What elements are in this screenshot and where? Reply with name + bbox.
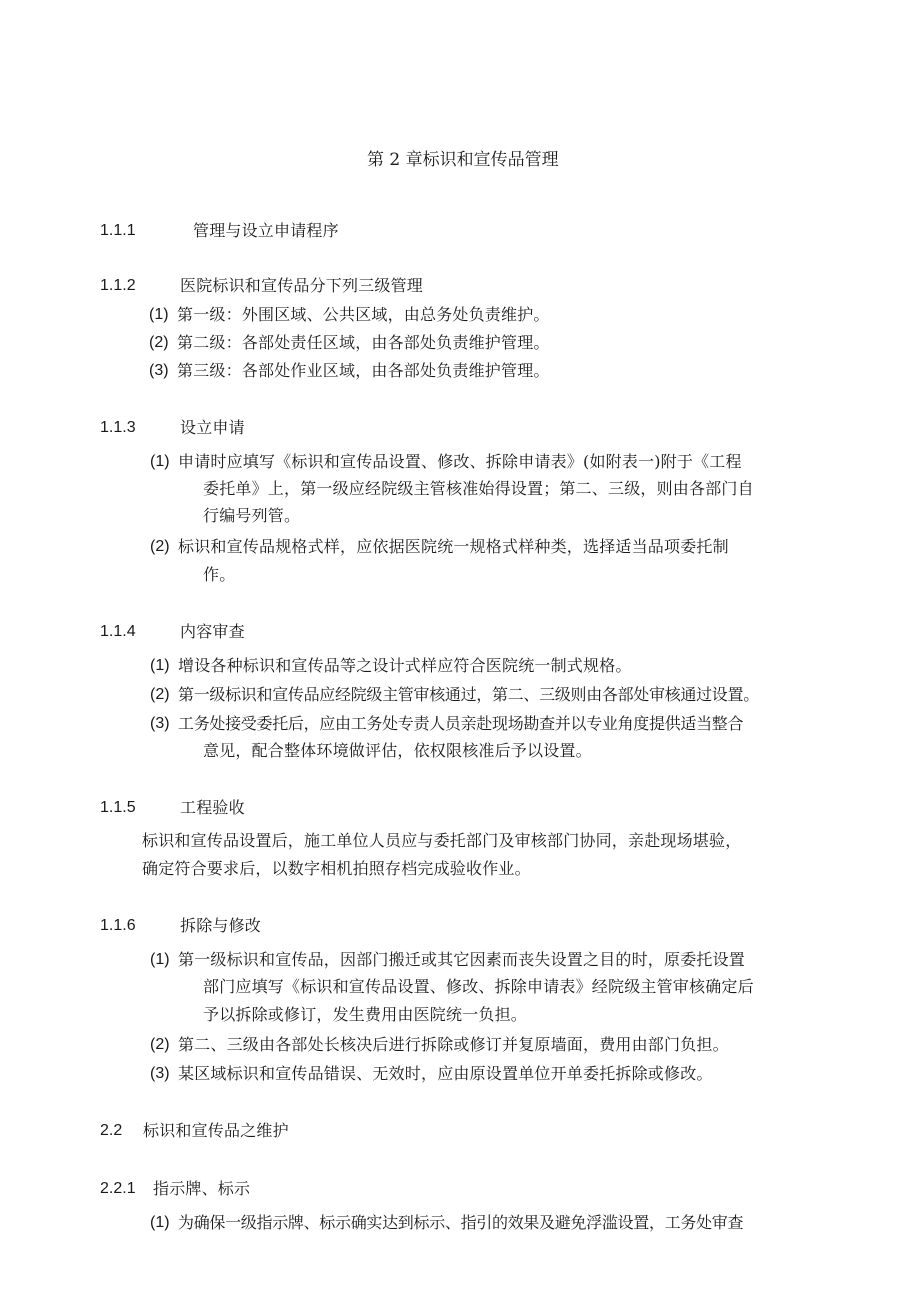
item-text: 第一级标识和宣传品应经院级主管审核通过，第二、三级则由各部处审核通过设置。 <box>178 685 759 704</box>
item-text: 第三级：各部处作业区域，由各部处负责维护管理。 <box>177 361 550 380</box>
paragraph-line: 确定符合要求后，以数字相机拍照存档完成验收作业。 <box>142 859 531 878</box>
item-text: 第一级标识和宣传品，因部门搬迁或其它因素而丧失设置之目的时，原委托设置 <box>178 950 746 969</box>
item-marker: (3) <box>150 715 170 732</box>
section-number: 1.1.4 <box>100 623 136 640</box>
item-marker: (3) <box>150 1065 170 1082</box>
item-text-continued: 作。 <box>203 565 236 584</box>
item-marker: (2) <box>150 1036 170 1053</box>
item-text-continued: 意见，配合整体环境做评估，依权限核准后予以设置。 <box>203 741 592 760</box>
section-number: 2.2.1 <box>100 1180 136 1197</box>
section-heading: 工程验收 <box>180 798 245 817</box>
section-heading: 指示牌、标示 <box>153 1179 251 1198</box>
item-text: 第二级：各部处责任区域，由各部处负责维护管理。 <box>177 333 550 352</box>
section-number: 1.1.3 <box>100 419 136 436</box>
item-marker: (3) <box>149 362 169 379</box>
section-number: 1.1.5 <box>100 799 136 816</box>
item-text-continued: 行编号列管。 <box>203 506 301 525</box>
item-marker: (1) <box>150 453 170 470</box>
item-text-continued: 部门应填写《标识和宣传品设置、修改、拆除申请表》经院级主管审核确定后 <box>203 977 754 996</box>
item-text: 为确保一级指示牌、标示确实达到标示、指引的效果及避免浮滥设置，工务处审查 <box>178 1213 744 1232</box>
item-marker: (2) <box>150 538 170 555</box>
section-number: 1.1.1 <box>100 222 136 239</box>
item-text: 工务处接受委托后，应由工务处专责人员亲赴现场勘查并以专业角度提供适当整合 <box>178 714 744 733</box>
section-number: 1.1.6 <box>100 917 136 934</box>
item-marker: (1) <box>150 1214 170 1231</box>
section-heading: 医院标识和宣传品分下列三级管理 <box>180 276 424 295</box>
item-text: 申请时应填写《标识和宣传品设置、修改、拆除申请表》(如附表一)附于《工程 <box>178 452 742 471</box>
section-number: 2.2 <box>100 1122 123 1139</box>
item-text: 第一级：外围区域、公共区域，由总务处负责维护。 <box>177 305 550 324</box>
item-text: 第二、三级由各部处长核决后进行拆除或修订并复原墙面，费用由部门负担。 <box>178 1035 729 1054</box>
item-text: 标识和宣传品规格式样，应依据医院统一规格式样种类，选择适当品项委托制 <box>178 537 729 556</box>
item-marker: (1) <box>150 951 170 968</box>
section-heading: 标识和宣传品之维护 <box>143 1121 289 1140</box>
section-heading: 内容审查 <box>180 622 245 641</box>
item-text: 某区域标识和宣传品错误、无效时，应由原设置单位开单委托拆除或修改。 <box>178 1064 713 1083</box>
item-marker: (1) <box>149 306 169 323</box>
item-marker: (2) <box>149 334 169 351</box>
item-marker: (1) <box>150 657 170 674</box>
item-text: 增设各种标识和宣传品等之设计式样应符合医院统一制式规格。 <box>178 656 632 675</box>
section-heading: 拆除与修改 <box>180 916 262 935</box>
item-marker: (2) <box>150 686 170 703</box>
paragraph-line: 标识和宣传品设置后，施工单位人员应与委托部门及审核部门协同，亲赴现场堪验， <box>142 831 742 850</box>
item-text-continued: 予以拆除或修订，发生费用由医院统一负担。 <box>203 1005 528 1024</box>
item-text-continued: 委托单》上，第一级应经院级主管核准始得设置；第二、三级，则由各部门自 <box>203 479 754 498</box>
section-heading: 管理与设立申请程序 <box>193 221 339 240</box>
section-heading: 设立申请 <box>180 418 245 437</box>
section-number: 1.1.2 <box>100 277 136 294</box>
chapter-title: 第 2 章标识和宣传品管理 <box>367 150 559 170</box>
